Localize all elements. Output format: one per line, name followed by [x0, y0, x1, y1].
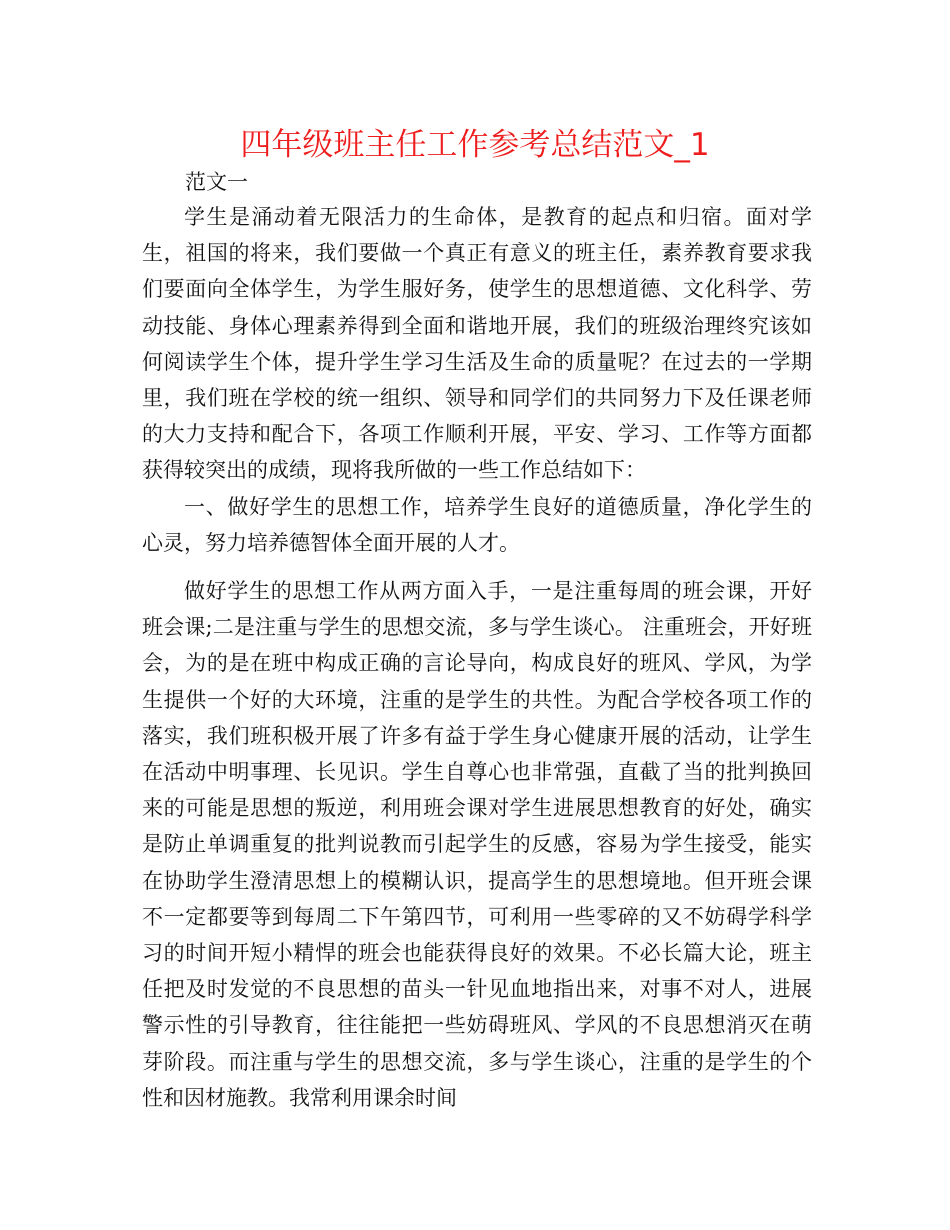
paragraph: 做好学生的思想工作从两方面入手，一是注重每周的班会课，开好班会课;二是注重与学生的思想交流，多与学生谈心。 注重班会，开好班会，为的是在班中构成正确的言论导向，构成良好的班风、学风，为学生提供一个好的大环境，注重的是学生的共性。为配合学校各项工作的落实，我们班积极开展了许多有益于学生身心健康开展的活动，让学生在活动中明事理、长见识。学生自尊心也非常强，直截了当的批判换回来的可能是思想的叛逆，利用班会课对学生进展思想教育的好处，确实是防止单调重复的批判说教而引起学生的反感，容易为学生接受，能实在协助学生澄清思想上的模糊认识，提高学生的思想境地。但开班会课不一定都要等到每周二下午第四节，可利用一些零碎的又不妨碍学科学习的时间开短小精悍的班会也能获得良好的效果。不必长篇大论，班主任把及时发觉的不良思想的苗头一针见血地指出来，对事不对人，进展警示性的引导教育，往往能把一些妨碍班风、学风的不良思想消灭在萌芽阶段。而注重与学生的思想交流，多与学生谈心，注重的是学生的个性和因材施教。我常利用课余时间 — [142, 579, 812, 1110]
document-body — [142, 199, 812, 1116]
paragraph: 一、做好学生的思想工作，培养学生良好的道德质量，净化学生的心灵，努力培养德智体全面开展的人才。 — [142, 494, 812, 555]
document-subtitle: 范文一 — [185, 170, 248, 194]
document-title: 四年级班主任工作参考总结范文_1 — [240, 127, 710, 163]
paragraph: 学生是涌动着无限活力的生命体，是教育的起点和归宿。面对学生，祖国的将来，我们要做一个真正有意义的班主任，素养教育要求我们要面向全体学生，为学生服好务，使学生的思想道德、文化科学、劳动技能、身体心理素养得到全面和谐地开展，我们的班级治理终究该如何阅读学生个体，提升学生学习生活及生命的质量呢？在过去的一学期里，我们班在学校的统一组织、领导和同学们的共同努力下及任课老师的大力支持和配合下，各项工作顺利开展，平安、学习、工作等方面都获得较突出的成绩，现将我所做的一些工作总结如下： — [142, 205, 812, 483]
